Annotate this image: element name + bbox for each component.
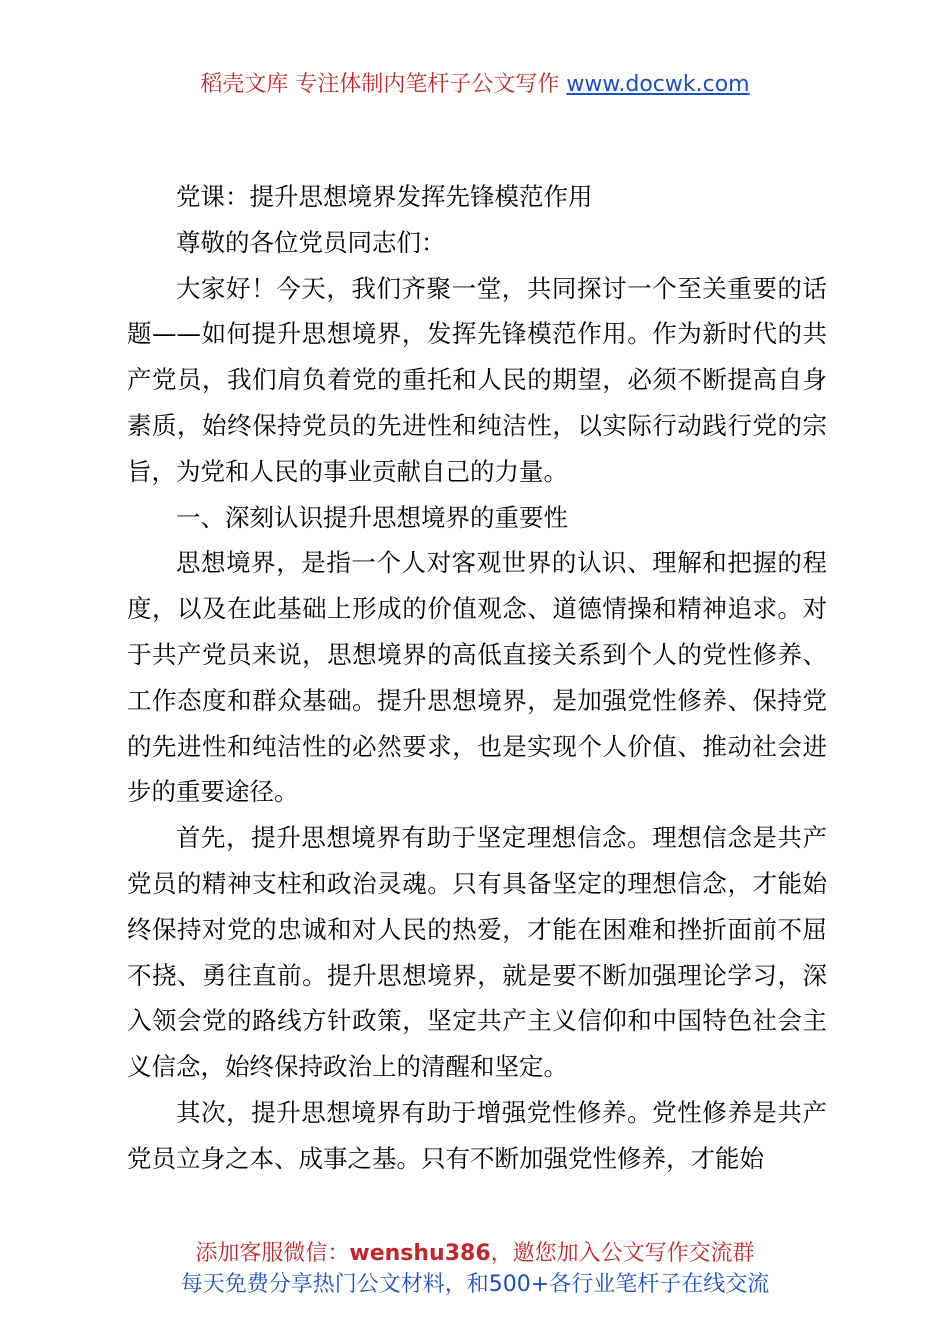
document-salutation: 尊敬的各位党员同志们： xyxy=(176,227,446,257)
paragraph-greeting: 大家好！今天，我们齐聚一堂，共同探讨一个至关重要的话题——如何提升思想境界，发挥先锋模范作用。作为新时代的共产党员，我们肩负着党的重托和人民的期望，必须不断提高自身素质，始终保持党员的先进性和纯洁性，以实际行动践行党的宗旨，为党和人民的事业贡献自己的力量。 xyxy=(127,273,827,486)
page-footer xyxy=(0,1238,950,1300)
document-title: 党课：提升思想境界发挥先锋模范作用 xyxy=(176,182,593,211)
paragraph-definition: 思想境界，是指一个人对客观世界的认识、理解和把握的程度，以及在此基础上形成的价值观念、道德情操和精神追求。对于共产党员来说，思想境界的高低直接关系到个人的党性修养、工作态度和群众基础。提升思想境界，是加强党性修养、保持党的先进性和纯洁性的必然要求，也是实现个人价值、推动社会进步的重要途径。 xyxy=(127,548,827,807)
paragraph-second: 其次，提升思想境界有助于增强党性修养。党性修养是共产党员立身之本、成事之基。只有不断加强党性修养，才能始 xyxy=(127,1097,827,1173)
footer-promo-line: 每天免费分享热门公文材料，和500+各行业笔杆子在线交流 xyxy=(180,1272,770,1297)
document-body xyxy=(127,174,827,1182)
header-brand: 稻壳文库 专注体制内笔杆子公文写作 xyxy=(200,72,560,97)
section-heading-1: 一、深刻认识提升思想境界的重要性 xyxy=(176,502,568,532)
footer-contact-suffix: ，邀您加入公文写作交流群 xyxy=(490,1241,755,1266)
footer-contact-line xyxy=(0,1238,950,1269)
paragraph-first: 首先，提升思想境界有助于坚定理想信念。理想信念是共产党员的精神支柱和政治灵魂。只有具备坚定的理想信念，才能始终保持对党的忠诚和对人民的热爱，才能在困难和挫折面前不屈不挠、勇往直前。提升思想境界，就是要不断加强理论学习，深入领会党的路线方针政策，坚定共产主义信仰和中国特色社会主义信念，始终保持政治上的清醒和坚定。 xyxy=(127,823,827,1082)
footer-contact-prefix: 添加客服微信： xyxy=(195,1241,350,1266)
header-site-link[interactable]: www.docwk.com xyxy=(566,72,750,97)
footer-wechat-id: wenshu386 xyxy=(349,1241,491,1266)
page-header xyxy=(0,70,950,100)
